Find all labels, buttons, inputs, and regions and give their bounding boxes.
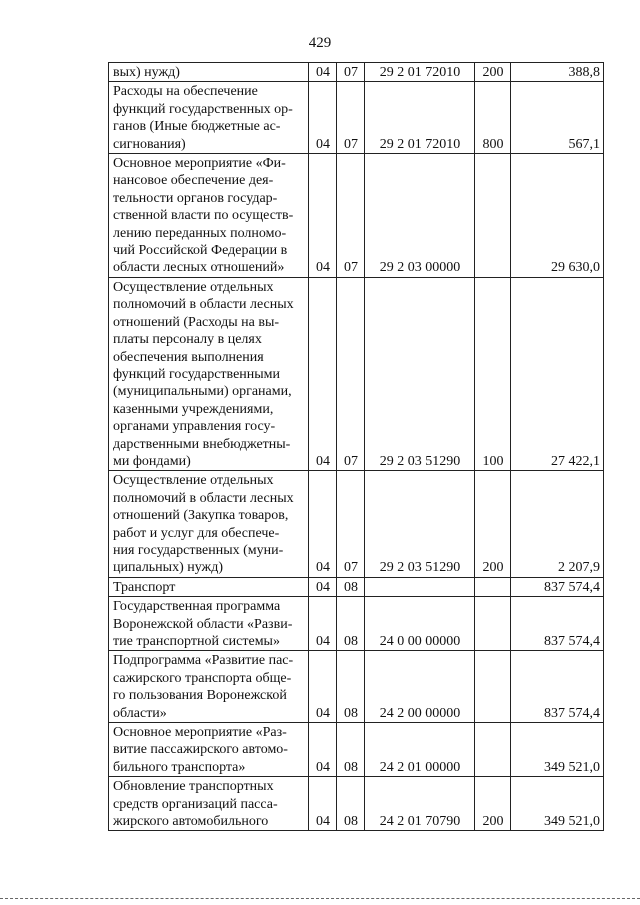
section-code: 04 [309, 651, 337, 723]
section-code: 04 [309, 82, 337, 154]
amount: 388,8 [511, 63, 604, 82]
subsection-code: 07 [337, 63, 365, 82]
expense-type-code: 200 [475, 63, 511, 82]
table-row [109, 471, 604, 577]
expense-type-code: 800 [475, 82, 511, 154]
row-name: Транспорт [109, 577, 309, 596]
target-code [365, 577, 475, 596]
row-name: Государственная программа Воронежской области «Разви- тие транспортной системы» [109, 597, 309, 651]
amount: 837 574,4 [511, 651, 604, 723]
section-code: 04 [309, 723, 337, 777]
expense-type-code: 200 [475, 471, 511, 577]
section-code: 04 [309, 154, 337, 278]
table-row [109, 63, 604, 82]
budget-table [108, 62, 604, 831]
table-row [109, 154, 604, 278]
page-bottom-divider [0, 898, 640, 899]
section-code: 04 [309, 471, 337, 577]
section-code: 04 [309, 277, 337, 470]
table-row [109, 651, 604, 723]
target-code: 29 2 03 00000 [365, 154, 475, 278]
row-name: Расходы на обеспечение функций государственных ор- ганов (Иные бюджетные ас- сигнования) [109, 82, 309, 154]
amount: 349 521,0 [511, 777, 604, 831]
subsection-code: 08 [337, 651, 365, 723]
amount: 27 422,1 [511, 277, 604, 470]
amount: 567,1 [511, 82, 604, 154]
expense-type-code [475, 154, 511, 278]
row-name: вых) нужд) [109, 63, 309, 82]
row-name: Подпрограмма «Развитие пас- сажирского транспорта обще- го пользования Воронежской области» [109, 651, 309, 723]
subsection-code: 08 [337, 597, 365, 651]
target-code: 24 2 01 70790 [365, 777, 475, 831]
subsection-code: 08 [337, 577, 365, 596]
target-code: 29 2 03 51290 [365, 471, 475, 577]
amount: 2 207,9 [511, 471, 604, 577]
row-name: Осуществление отдельных полномочий в области лесных отношений (Закупка товаров, работ и услуг для обеспече- ния государственных (муни- ципальных) нужд) [109, 471, 309, 577]
table-row [109, 597, 604, 651]
section-code: 04 [309, 577, 337, 596]
amount: 29 630,0 [511, 154, 604, 278]
subsection-code: 07 [337, 82, 365, 154]
table-row [109, 82, 604, 154]
row-name: Основное мероприятие «Раз- витие пассажирского автомо- бильного транспорта» [109, 723, 309, 777]
subsection-code: 08 [337, 777, 365, 831]
table-row [109, 723, 604, 777]
expense-type-code [475, 597, 511, 651]
amount: 349 521,0 [511, 723, 604, 777]
row-name: Осуществление отдельных полномочий в области лесных отношений (Расходы на вы- платы персоналу в целях обеспечения выполнения функций государственными (муниципальными) органами, казенными учреждениями, органами управления госу- дарственными внебюджетны- ми фондами) [109, 277, 309, 470]
table-row [109, 277, 604, 470]
target-code: 24 0 00 00000 [365, 597, 475, 651]
row-name: Обновление транспортных средств организаций пасса- жирского автомобильного [109, 777, 309, 831]
target-code: 29 2 03 51290 [365, 277, 475, 470]
section-code: 04 [309, 597, 337, 651]
subsection-code: 08 [337, 723, 365, 777]
target-code: 24 2 00 00000 [365, 651, 475, 723]
page-number: 429 [308, 35, 332, 51]
section-code: 04 [309, 777, 337, 831]
expense-type-code [475, 723, 511, 777]
subsection-code: 07 [337, 154, 365, 278]
expense-type-code: 100 [475, 277, 511, 470]
amount: 837 574,4 [511, 577, 604, 596]
table-row [109, 577, 604, 596]
subsection-code: 07 [337, 471, 365, 577]
amount: 837 574,4 [511, 597, 604, 651]
subsection-code: 07 [337, 277, 365, 470]
target-code: 29 2 01 72010 [365, 82, 475, 154]
expense-type-code: 200 [475, 777, 511, 831]
target-code: 24 2 01 00000 [365, 723, 475, 777]
expense-type-code [475, 651, 511, 723]
row-name: Основное мероприятие «Фи- нансовое обеспечение дея- тельности органов государ- ственной власти по осуществ- лению переданных полномо- чий Российской Федерации в области лесных отношений» [109, 154, 309, 278]
expense-type-code [475, 577, 511, 596]
section-code: 04 [309, 63, 337, 82]
target-code: 29 2 01 72010 [365, 63, 475, 82]
table-row [109, 777, 604, 831]
